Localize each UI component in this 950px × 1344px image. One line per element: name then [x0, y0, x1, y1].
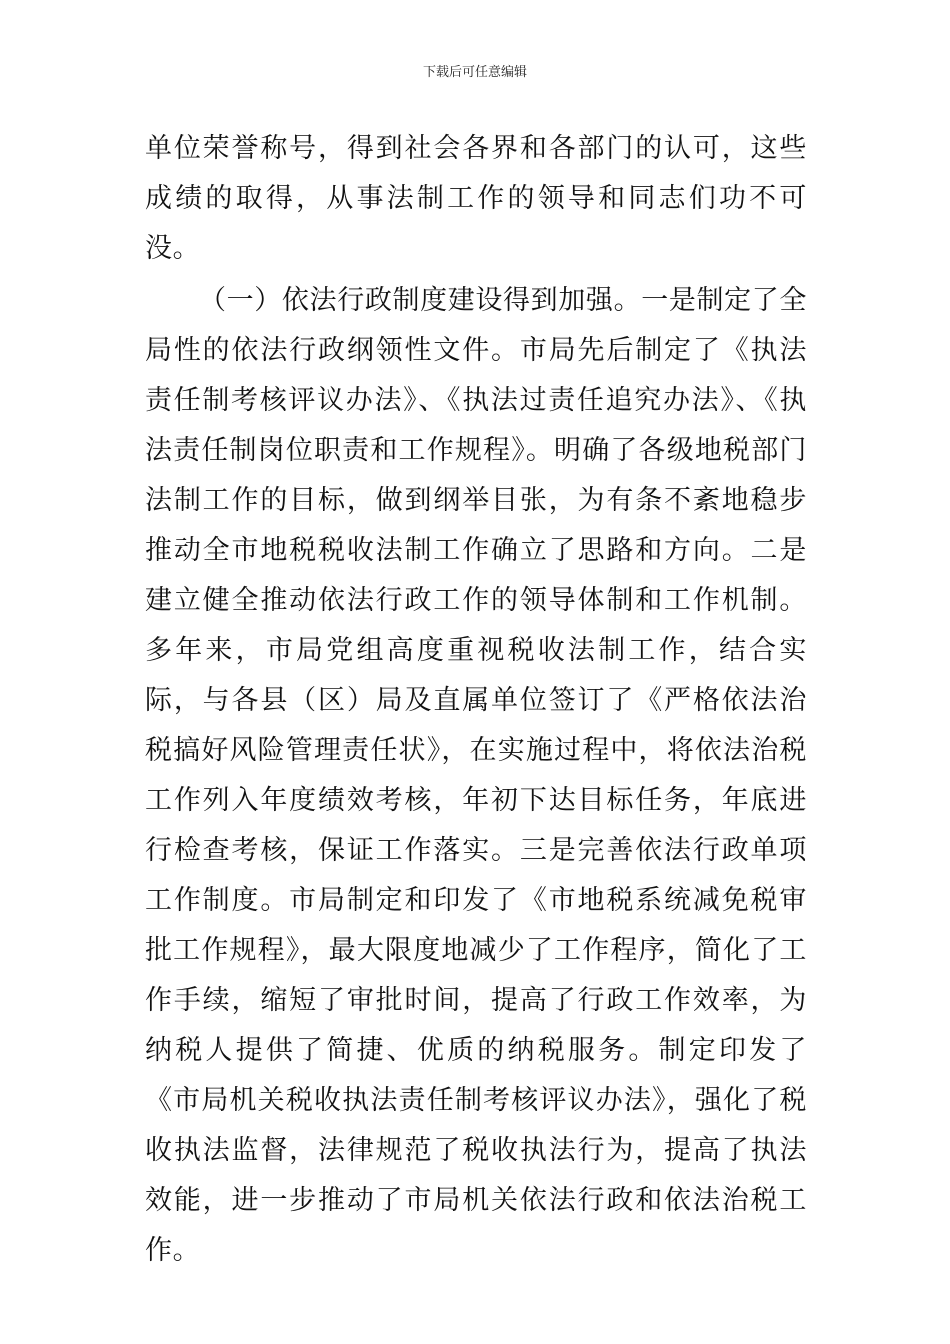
paragraph-section-one: （一）依法行政制度建设得到加强。一是制定了全局性的依法行政纲领性文件。市局先后制定了《执法责任制考核评议办法》、《执法过责任追究办法》、《执法责任制岗位职责和工作规程》。明确了各级地税部门法制工作的目标，做到纲举目张，为有条不紊地稳步推动全市地税税收法制工作确立了思路和方向。二是建立健全推动依法行政工作的领导体制和工作机制。多年来，市局党组高度重视税收法制工作，结合实际，与各县（区）局及直属单位签订了《严格依法治税搞好风险管理责任状》，在实施过程中，将依法治税工作列入年度绩效考核，年初下达目标任务，年底进行检查考核，保证工作落实。三是完善依法行政单项工作制度。市局制定和印发了《市地税系统减免税审批工作规程》，最大限度地减少了工作程序，简化了工作手续，缩短了审批时间，提高了行政工作效率，为纳税人提供了简捷、优质的纳税服务。制定印发了《市局机关税收执法责任制考核评议办法》，强化了税收执法监督，法律规范了税收执法行为，提高了执法效能，进一步推动了市局机关依法行政和依法治税工作。 [145, 285, 807, 1266]
paragraph-continuation: 单位荣誉称号，得到社会各界和各部门的认可，这些成绩的取得，从事法制工作的领导和同志们功不可没。 [145, 133, 807, 264]
page-header: 下载后可任意编辑 [422, 65, 527, 80]
